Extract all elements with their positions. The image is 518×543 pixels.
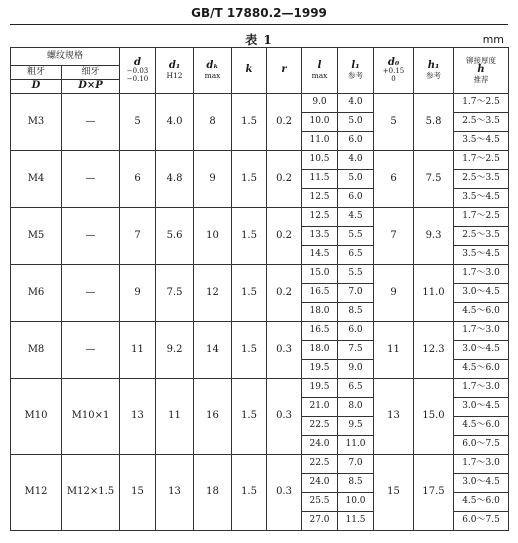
cell-l1: 7.5 [338,341,374,360]
cell-h: 2.5～3.5 [454,170,509,189]
cell-k: 1.5 [232,151,267,208]
cell-d: 5 [120,94,156,151]
cell-l: 9.0 [302,94,338,113]
col-d-header [120,48,156,94]
cell-d: 11 [120,322,156,379]
cell-l1: 5.5 [338,265,374,284]
cell-l: 18.0 [302,341,338,360]
cell-h1: 7.5 [414,151,454,208]
col-h1-header [414,48,454,94]
cell-h: 3.5～4.5 [454,132,509,151]
cell-l1: 8.0 [338,398,374,417]
col-d1-sub: H12 [166,70,183,80]
cell-l1: 9.0 [338,360,374,379]
cell-h1: 11.0 [414,265,454,322]
cell-d0: 13 [374,379,414,455]
cell-d: 13 [120,379,156,455]
cell-d1: 4.8 [156,151,194,208]
coarse-header: 粗牙 [11,66,62,80]
cell-l: 13.5 [302,227,338,246]
cell-d: M4 [11,151,62,208]
cell-d0: 7 [374,208,414,265]
cell-k: 1.5 [232,379,267,455]
cell-h: 4.5～6.0 [454,303,509,322]
cell-l: 19.5 [302,379,338,398]
cell-l1: 4.0 [338,151,374,170]
cell-k: 1.5 [232,322,267,379]
col-dk-symbol: dₖ [206,60,219,72]
cell-h: 4.5～6.0 [454,417,509,436]
col-h-sub: 推荐 [473,74,489,84]
cell-h: 1.7～3.0 [454,265,509,284]
cell-h1: 12.3 [414,322,454,379]
cell-r: 0.2 [267,94,302,151]
cell-l1: 10.0 [338,493,374,512]
col-k-header [232,48,267,94]
cell-l: 24.0 [302,436,338,455]
cell-d: 7 [120,208,156,265]
cell-d0: 9 [374,265,414,322]
cell-l1: 11.5 [338,512,374,531]
cell-h: 1.7～3.0 [454,455,509,474]
table-row [11,208,509,227]
cell-h: 3.0～4.5 [454,398,509,417]
cell-d0: 5 [374,94,414,151]
cell-dk: 10 [194,208,232,265]
header-rule [10,24,508,25]
cell-h: 1.7～3.0 [454,379,509,398]
col-l-header [302,48,338,94]
cell-d1: 4.0 [156,94,194,151]
cell-l: 24.0 [302,474,338,493]
col-l1-sub: 参考 [348,70,364,80]
cell-r: 0.2 [267,265,302,322]
cell-l: 27.0 [302,512,338,531]
table-row [11,379,509,398]
col-h-header [454,48,509,94]
col-d-tol-lower: −0.10 [126,74,149,83]
cell-l1: 5.0 [338,170,374,189]
table-row [11,322,509,341]
table-body [11,94,509,531]
cell-r: 0.3 [267,379,302,455]
cell-l1: 6.0 [338,189,374,208]
table-row [11,94,509,113]
cell-d: M5 [11,208,62,265]
cell-h: 3.5～4.5 [454,246,509,265]
cell-d: 9 [120,265,156,322]
cell-h: 1.7～2.5 [454,151,509,170]
table-row [11,455,509,474]
cell-dk: 8 [194,94,232,151]
cell-r: 0.2 [267,151,302,208]
cell-h: 4.5～6.0 [454,493,509,512]
cell-h: 3.0～4.5 [454,341,509,360]
col-h1-sub: 参考 [426,70,442,80]
col-l-symbol: l [317,60,322,72]
standard-number: GB/T 17880.2—1999 [191,6,327,20]
col-d0-header [374,48,414,94]
table-row [11,151,509,170]
cell-d1: 5.6 [156,208,194,265]
cell-d1: 11 [156,379,194,455]
col-d1-symbol: d₁ [168,60,181,72]
col-r-header [267,48,302,94]
cell-d1: 13 [156,455,194,531]
cell-h: 4.5～6.0 [454,360,509,379]
cell-l: 16.5 [302,284,338,303]
cell-h: 3.0～4.5 [454,474,509,493]
cell-l: 12.5 [302,208,338,227]
col-dk-header [194,48,232,94]
cell-dxp: M10×1 [62,379,120,455]
cell-h1: 9.3 [414,208,454,265]
cell-l1: 6.0 [338,132,374,151]
cell-l: 10.0 [302,113,338,132]
col-d1-header [156,48,194,94]
cell-h: 2.5～3.5 [454,113,509,132]
cell-h: 6.0～7.5 [454,436,509,455]
cell-l1: 7.0 [338,455,374,474]
cell-l1: 4.5 [338,208,374,227]
cell-l: 16.5 [302,322,338,341]
cell-h1: 17.5 [414,455,454,531]
cell-r: 0.2 [267,208,302,265]
col-d0-symbol: d₀ [387,56,400,68]
cell-l: 22.5 [302,417,338,436]
cell-l1: 8.5 [338,303,374,322]
cell-l1: 6.0 [338,322,374,341]
cell-dk: 18 [194,455,232,531]
cell-d: M3 [11,94,62,151]
cell-l1: 6.5 [338,379,374,398]
cell-k: 1.5 [232,265,267,322]
cell-dxp: — [62,94,120,151]
cell-h: 1.7～2.5 [454,94,509,113]
cell-l1: 7.0 [338,284,374,303]
col-dk-sub: max [204,70,221,80]
cell-h: 3.5～4.5 [454,189,509,208]
thread-spec-header: 螺纹规格 [11,48,120,66]
fine-header: 细牙 [62,66,120,80]
cell-h: 2.5～3.5 [454,227,509,246]
unit-label: mm [482,33,504,46]
cell-l1: 5.5 [338,227,374,246]
cell-dk: 9 [194,151,232,208]
cell-l: 19.5 [302,360,338,379]
col-h-title: 铆接厚度 [466,56,497,66]
cell-l1: 5.0 [338,113,374,132]
cell-l: 21.0 [302,398,338,417]
cell-l1: 8.5 [338,474,374,493]
cell-h1: 5.8 [414,94,454,151]
cell-dxp: — [62,151,120,208]
cell-dxp: — [62,265,120,322]
col-d0-tol-lower: 0 [391,74,396,83]
cell-d: M6 [11,265,62,322]
cell-l1: 4.0 [338,94,374,113]
cell-h1: 15.0 [414,379,454,455]
cell-d1: 9.2 [156,322,194,379]
cell-l: 14.5 [302,246,338,265]
col-d0-tol-upper: +0.15 [382,67,405,76]
cell-d0: 15 [374,455,414,531]
cell-dk: 16 [194,379,232,455]
cell-d: M10 [11,379,62,455]
cell-d0: 6 [374,151,414,208]
cell-l: 25.5 [302,493,338,512]
cell-dxp: — [62,208,120,265]
cell-dxp: — [62,322,120,379]
rivet-nut-spec-table [10,47,509,531]
cell-h: 6.0～7.5 [454,512,509,531]
fine-symbol: D×P [62,80,120,94]
cell-l1: 9.5 [338,417,374,436]
cell-k: 1.5 [232,208,267,265]
cell-d0: 11 [374,322,414,379]
cell-l: 11.0 [302,132,338,151]
col-h1-symbol: h₁ [427,60,440,72]
cell-d: M12 [11,455,62,531]
cell-k: 1.5 [232,455,267,531]
cell-l1: 11.0 [338,436,374,455]
cell-d: M8 [11,322,62,379]
cell-d: 6 [120,151,156,208]
table-row [11,265,509,284]
cell-l: 15.0 [302,265,338,284]
col-l1-symbol: l₁ [351,60,360,72]
cell-l: 11.5 [302,170,338,189]
cell-l: 12.5 [302,189,338,208]
cell-h: 3.0～4.5 [454,284,509,303]
cell-l1: 6.5 [338,246,374,265]
coarse-symbol: D [11,80,62,94]
cell-k: 1.5 [232,94,267,151]
cell-r: 0.3 [267,322,302,379]
cell-dk: 12 [194,265,232,322]
cell-h: 1.7～2.5 [454,208,509,227]
cell-dxp: M12×1.5 [62,455,120,531]
col-h-symbol: h [477,64,485,76]
col-d-tol-upper: −0.03 [126,67,149,76]
cell-l: 22.5 [302,455,338,474]
col-r-symbol: r [281,64,287,76]
col-l1-header [338,48,374,94]
cell-l: 18.0 [302,303,338,322]
cell-h: 1.7～3.0 [454,322,509,341]
cell-l: 10.5 [302,151,338,170]
cell-dk: 14 [194,322,232,379]
col-l-sub: max [311,70,328,80]
cell-r: 0.3 [267,455,302,531]
col-d-symbol: d [134,56,142,68]
cell-d1: 7.5 [156,265,194,322]
cell-d: 15 [120,455,156,531]
col-k-symbol: k [245,64,253,76]
table-title: 表 1 [245,33,273,47]
